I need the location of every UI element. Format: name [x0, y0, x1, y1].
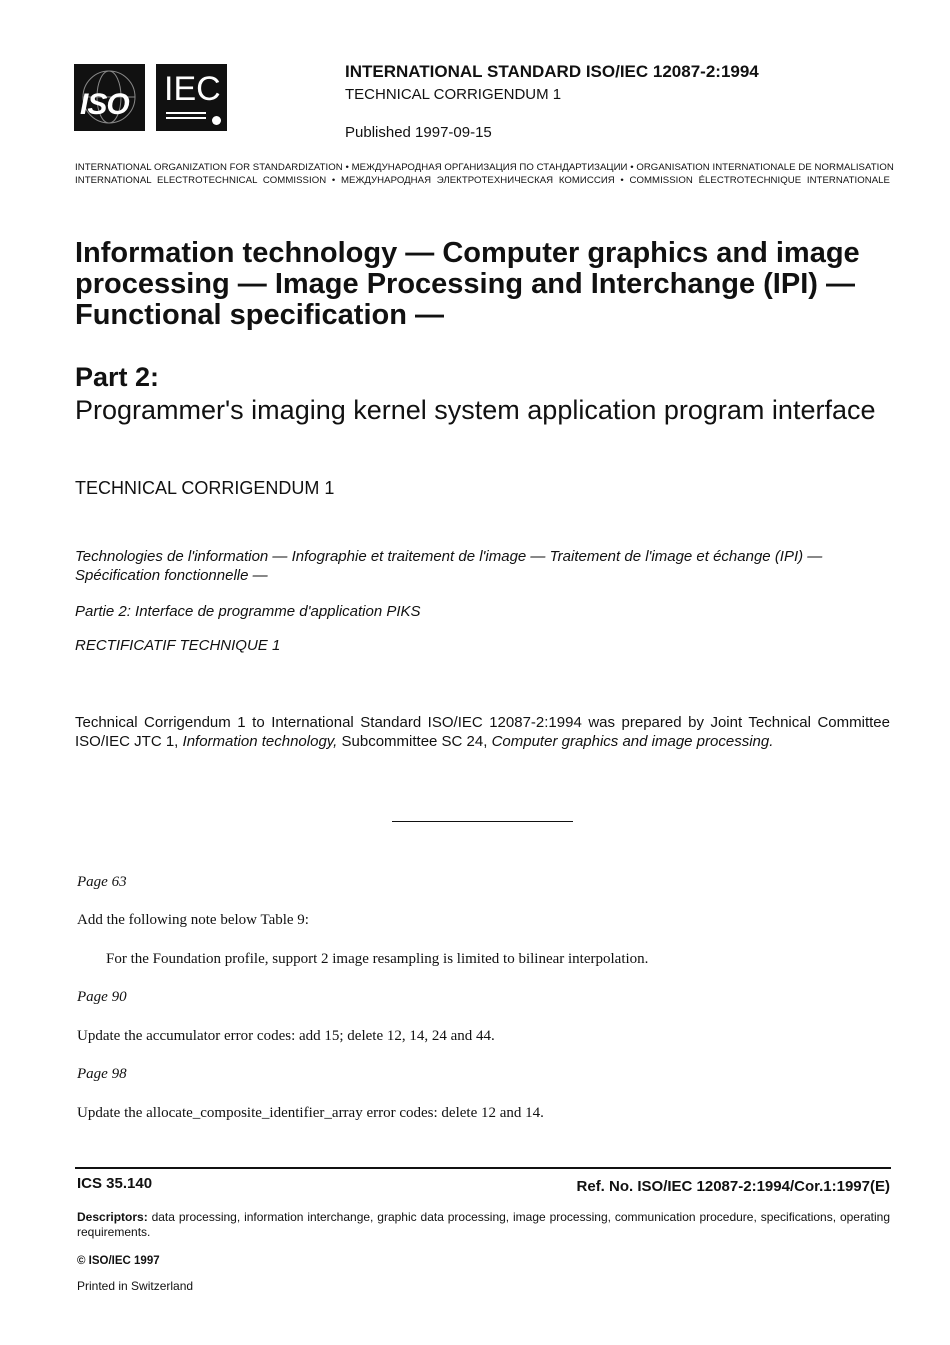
note-text: For the Foundation profile, support 2 image resampling is limited to bilinear interpolation.	[106, 951, 649, 967]
update-accumulator-instruction: Update the accumulator error codes: add 15; delete 12, 14, 24 and 44.	[77, 1028, 495, 1044]
iec-logo-text: IEC	[164, 70, 221, 108]
iso-logo-text: ISO	[80, 88, 129, 121]
printed-in: Printed in Switzerland	[77, 1279, 194, 1293]
descriptors	[77, 1210, 890, 1240]
org-line-iso: INTERNATIONAL ORGANIZATION FOR STANDARDIZATION • МЕЖДУНАРОДНАЯ ОРГАНИЗАЦИЯ ПО СТАНДАРТИЗАЦИИ • ORGANISATION INTERNATIONALE DE NORMALISATION	[75, 162, 894, 173]
french-title: Technologies de l'information — Infographie et traitement de l'image — Traitement de l'image et échange (IPI) — Spécification fonctionnelle —	[75, 548, 823, 584]
add-note-instruction: Add the following note below Table 9:	[77, 912, 309, 928]
footer-rule	[75, 1167, 891, 1169]
ics-number: ICS 35.140	[77, 1175, 153, 1192]
corrigendum-label: TECHNICAL CORRIGENDUM 1	[345, 86, 562, 103]
preparation-paragraph	[75, 713, 890, 751]
french-part-title: Partie 2: Interface de programme d'application PIKS	[75, 603, 421, 620]
french-rectificatif: RECTIFICATIF TECHNIQUE 1	[75, 637, 281, 654]
org-line-iec: INTERNATIONAL ELECTROTECHNICAL COMMISSION • МЕЖДУНАРОДНАЯ ЭЛЕКТРОТЕХНИЧЕСКАЯ КОМИССИЯ • COMMISSION ÉLECTROTECHNIQUE INTERNATIONALE	[75, 175, 890, 186]
published-date: Published 1997-09-15	[345, 124, 492, 141]
iec-logo-stripe	[166, 117, 206, 119]
iec-logo-stripe	[166, 112, 206, 114]
prep-text-2: Subcommittee SC 24,	[337, 733, 492, 750]
part-title: Programmer's imaging kernel system application program interface	[75, 395, 876, 425]
prep-italic-1: Information technology,	[182, 733, 338, 750]
page-ref-90: Page 90	[77, 989, 127, 1005]
descriptors-label: Descriptors:	[77, 1210, 148, 1224]
page-ref-98: Page 98	[77, 1066, 127, 1082]
descriptors-text: data processing, information interchange, graphic data processing, image processing, communication procedure, specifications, operating requirements.	[77, 1210, 890, 1239]
document-title: Information technology — Computer graphics and image processing — Image Processing and Interchange (IPI) — Functional specification —	[75, 237, 860, 331]
section-divider	[392, 821, 573, 822]
technical-corrigendum-label: TECHNICAL CORRIGENDUM 1	[75, 478, 335, 498]
prep-text-1: Technical Corrigendum 1 to International Standard ISO/IEC 12087-2:1994 was prepared by Joint Technical Committee ISO/IEC JTC 1,	[75, 714, 890, 750]
reference-number: Ref. No. ISO/IEC 12087-2:1994/Cor.1:1997(E)	[576, 1178, 890, 1195]
part-label: Part 2:	[75, 362, 160, 392]
standard-number: INTERNATIONAL STANDARD ISO/IEC 12087-2:1994	[345, 62, 759, 81]
prep-italic-2: Computer graphics and image processing.	[491, 733, 774, 750]
iec-logo-dot	[212, 116, 221, 125]
page-ref-63: Page 63	[77, 874, 127, 890]
copyright: © ISO/IEC 1997	[77, 1255, 160, 1267]
iec-logo	[156, 64, 227, 131]
iso-logo	[74, 64, 145, 131]
update-allocate-instruction: Update the allocate_composite_identifier_array error codes: delete 12 and 14.	[77, 1105, 544, 1121]
